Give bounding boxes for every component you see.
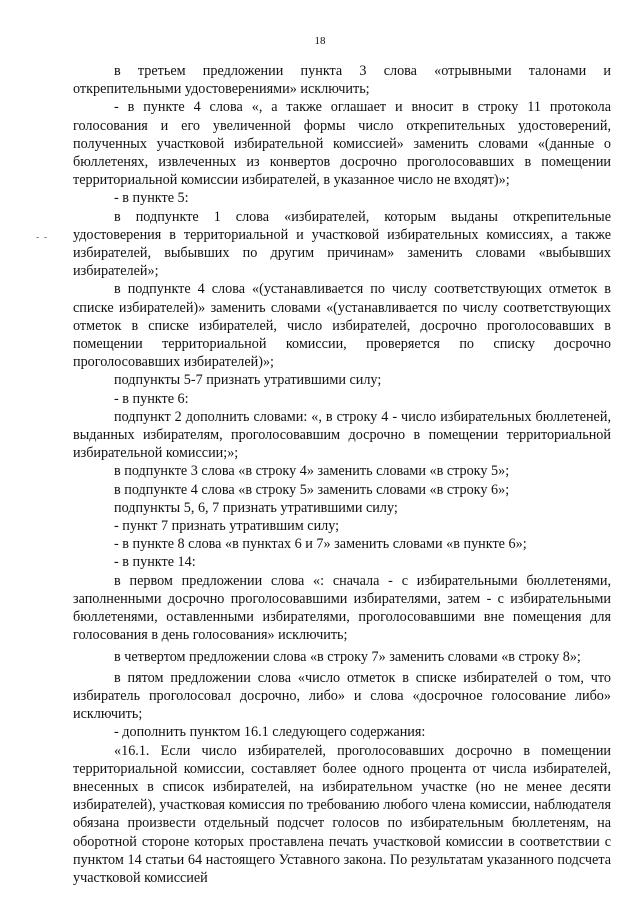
page-number: 18: [314, 35, 326, 47]
document-body: [73, 62, 611, 887]
paragraph: - пункт 7 признать утратившим силу;: [114, 518, 340, 535]
paragraph: в третьем предложении пункта 3 слова «отрывными талонами и открепительными удостоверениями» исключить;: [73, 63, 611, 98]
paragraph: в подпункте 1 слова «избирателей, которым выданы открепительные удостоверения в территориальной и участковой избирательных комиссиях, а также избирателей, выбывших по другим причинам» заменить словами «выбывших избирателей»;: [73, 208, 611, 280]
margin-mark: - -: [36, 232, 49, 243]
paragraph: в четвертом предложении слова «в строку 7» заменить словами «в строку 8»;: [114, 648, 581, 665]
paragraph: - в пункте 8 слова «в пунктах 6 и 7» заменить словами «в пункте 6»;: [114, 536, 527, 553]
paragraph: - в пункте 5:: [114, 190, 189, 207]
paragraph: - дополнить пунктом 16.1 следующего содержания:: [114, 724, 426, 741]
paragraph: в подпункте 4 слова «в строку 5» заменить словами «в строку 6»;: [114, 481, 510, 498]
paragraph: в первом предложении слова «: сначала - с избирательными бюллетенями, заполненными досрочно проголосовавшими избирателями, затем - с избирательными бюллетенями, оставленными избирателями, проголосовавшими вне помещения для голосования в день голосования» исключить;: [73, 572, 611, 644]
paragraph: - в пункте 14:: [114, 554, 196, 571]
paragraph: «16.1. Если число избирателей, проголосовавших досрочно в помещении территориальной комиссии, составляет более одного процента от числа избирателей, внесенных в список избирателей, на избирательном участке (но не менее десяти избирателей), участковая комиссия по требованию любого члена комиссии, наблюдателя обязана произвести отдельный подсчет голосов по избирательным бюллетеням, на оборотной стороне которых проставлена печать участковой комиссии в соответствии с пунктом 14 статьи 64 настоящего Уставного закона. По результатам указанного подсчета участковой комиссией: [73, 742, 611, 886]
paragraph: подпункты 5-7 признать утратившими силу;: [114, 372, 382, 389]
paragraph: подпункты 5, 6, 7 признать утратившими силу;: [114, 499, 398, 516]
paragraph: в подпункте 3 слова «в строку 4» заменить словами «в строку 5»;: [114, 463, 510, 480]
paragraph: - в пункте 6:: [114, 390, 189, 407]
paragraph: подпункт 2 дополнить словами: «, в строку 4 - число избирательных бюллетеней, выданных избирателям, проголосовавшим досрочно в помещении территориальной избирательной комиссии;»;: [73, 408, 611, 462]
paragraph: - в пункте 4 слова «, а также оглашает и вносит в строку 11 протокола голосования и его увеличенной формы число открепительных удостоверений, полученных участковой избирательной комиссией» заменить словами «(данные о бюллетенях, извлеченных из конвертов досрочно проголосовавших в помещении территориальной комиссии избирателей, в указанное число не входят)»;: [73, 99, 611, 189]
paragraph: в пятом предложении слова «число отметок в списке избирателей о том, что избиратель проголосовал досрочно, либо» и слова «досрочное голосование либо» исключить;: [73, 669, 611, 723]
paragraph: в подпункте 4 слова «(устанавливается по числу соответствующих отметок в списке избирателей)» заменить словами «(устанавливается по числу соответствующих отметок в списке избирателей, число избирателей, досрочно проголосовавших в помещении территориальной комиссии, проверяется по списку досрочно проголосовавших избирателей)»;: [73, 281, 611, 371]
